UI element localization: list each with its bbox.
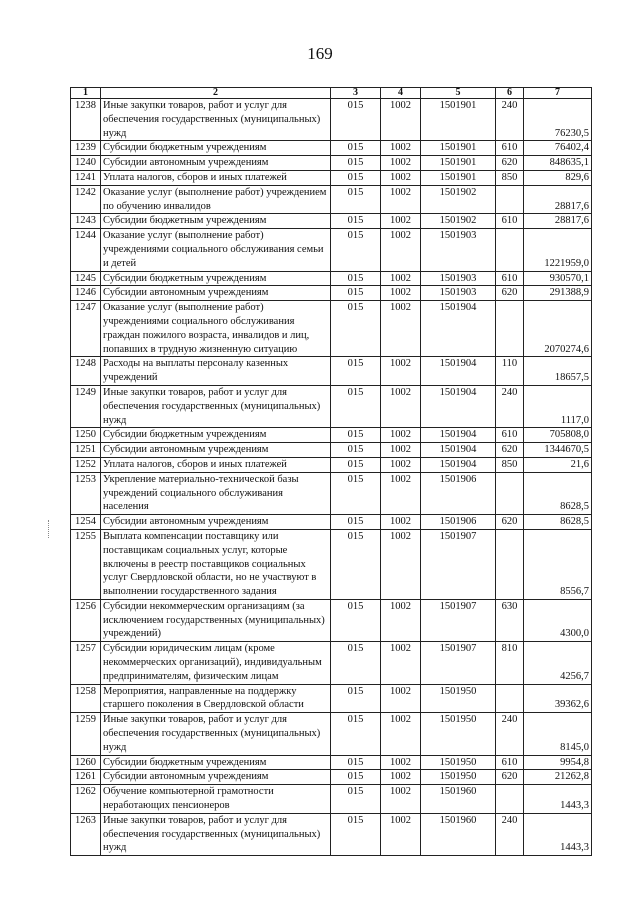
row-expense-type: 630	[496, 599, 524, 641]
row-number: 1262	[71, 785, 101, 814]
row-section-code: 1002	[381, 170, 421, 185]
row-expense-type: 850	[496, 457, 524, 472]
row-expense-type: 240	[496, 99, 524, 141]
row-number: 1255	[71, 529, 101, 599]
column-header: 6	[496, 88, 524, 99]
row-admin-code: 015	[331, 599, 381, 641]
row-expense-type: 610	[496, 755, 524, 770]
row-target-code: 1501904	[421, 443, 496, 458]
row-number: 1245	[71, 271, 101, 286]
budget-table	[70, 87, 592, 856]
row-target-code: 1501950	[421, 684, 496, 713]
row-section-code: 1002	[381, 185, 421, 214]
row-amount: 21262,8	[524, 770, 592, 785]
table-row	[71, 170, 592, 185]
row-target-code: 1501960	[421, 813, 496, 855]
row-target-code: 1501904	[421, 457, 496, 472]
row-name: Иные закупки товаров, работ и услуг для обеспечения государственных (муниципальных) нужд	[101, 813, 331, 855]
row-target-code: 1501950	[421, 770, 496, 785]
row-name: Оказание услуг (выполнение работ) учреждениями социального обслуживания семьи и детей	[101, 229, 331, 271]
row-name: Обучение компьютерной грамотности неработающих пенсионеров	[101, 785, 331, 814]
row-target-code: 1501906	[421, 515, 496, 530]
row-section-code: 1002	[381, 357, 421, 386]
row-amount: 8145,0	[524, 713, 592, 755]
row-expense-type: 620	[496, 156, 524, 171]
row-target-code: 1501904	[421, 301, 496, 357]
row-admin-code: 015	[331, 785, 381, 814]
row-name: Оказание услуг (выполнение работ) учреждением по обучению инвалидов	[101, 185, 331, 214]
row-number: 1258	[71, 684, 101, 713]
table-row	[71, 214, 592, 229]
table-row	[71, 99, 592, 141]
row-expense-type: 610	[496, 428, 524, 443]
row-name: Субсидии некоммерческим организациям (за исключением государственных (муниципальных) учреждений)	[101, 599, 331, 641]
column-header: 7	[524, 88, 592, 99]
row-admin-code: 015	[331, 385, 381, 427]
row-target-code: 1501903	[421, 271, 496, 286]
row-target-code: 1501907	[421, 642, 496, 684]
row-name: Иные закупки товаров, работ и услуг для обеспечения государственных (муниципальных) нужд	[101, 385, 331, 427]
row-amount: 829,6	[524, 170, 592, 185]
row-number: 1238	[71, 99, 101, 141]
table-row	[71, 271, 592, 286]
row-name: Субсидии автономным учреждениям	[101, 443, 331, 458]
table-row	[71, 515, 592, 530]
row-amount: 4300,0	[524, 599, 592, 641]
row-name: Иные закупки товаров, работ и услуг для обеспечения государственных (муниципальных) нужд	[101, 99, 331, 141]
row-amount: 28817,6	[524, 214, 592, 229]
column-header: 4	[381, 88, 421, 99]
table-row	[71, 229, 592, 271]
row-number: 1249	[71, 385, 101, 427]
row-name: Субсидии юридическим лицам (кроме некоммерческих организаций), индивидуальным предпринимателям, физическим лицам	[101, 642, 331, 684]
row-admin-code: 015	[331, 457, 381, 472]
row-number: 1254	[71, 515, 101, 530]
row-number: 1252	[71, 457, 101, 472]
row-admin-code: 015	[331, 99, 381, 141]
row-target-code: 1501904	[421, 357, 496, 386]
row-section-code: 1002	[381, 286, 421, 301]
table-row	[71, 684, 592, 713]
row-expense-type: 240	[496, 813, 524, 855]
row-expense-type	[496, 301, 524, 357]
row-admin-code: 015	[331, 813, 381, 855]
row-name: Субсидии бюджетным учреждениям	[101, 141, 331, 156]
row-target-code: 1501904	[421, 385, 496, 427]
row-amount: 705808,0	[524, 428, 592, 443]
row-name: Укрепление материально-технической базы учреждений социального обслуживания населения	[101, 472, 331, 514]
row-section-code: 1002	[381, 156, 421, 171]
row-amount: 4256,7	[524, 642, 592, 684]
row-expense-type: 240	[496, 385, 524, 427]
row-expense-type: 240	[496, 713, 524, 755]
row-target-code: 1501901	[421, 156, 496, 171]
row-number: 1257	[71, 642, 101, 684]
page-number: 169	[307, 44, 333, 63]
row-name: Субсидии автономным учреждениям	[101, 770, 331, 785]
row-section-code: 1002	[381, 755, 421, 770]
row-admin-code: 015	[331, 529, 381, 599]
row-admin-code: 015	[331, 684, 381, 713]
column-header: 3	[331, 88, 381, 99]
row-admin-code: 015	[331, 443, 381, 458]
row-admin-code: 015	[331, 286, 381, 301]
row-target-code: 1501902	[421, 214, 496, 229]
row-amount: 18657,5	[524, 357, 592, 386]
row-target-code: 1501950	[421, 713, 496, 755]
row-number: 1244	[71, 229, 101, 271]
row-section-code: 1002	[381, 515, 421, 530]
row-admin-code: 015	[331, 170, 381, 185]
column-header: 2	[101, 88, 331, 99]
column-header: 1	[71, 88, 101, 99]
row-name: Выплата компенсации поставщику или поставщикам социальных услуг, которые включены в реестр поставщиков социальных услуг Свердловской области, но не участвуют в выполнении государственного задания	[101, 529, 331, 599]
table-row	[71, 357, 592, 386]
row-name: Мероприятия, направленные на поддержку старшего поколения в Свердловской области	[101, 684, 331, 713]
row-number: 1256	[71, 599, 101, 641]
row-target-code: 1501950	[421, 755, 496, 770]
row-number: 1242	[71, 185, 101, 214]
row-amount: 9954,8	[524, 755, 592, 770]
row-expense-type: 610	[496, 271, 524, 286]
row-section-code: 1002	[381, 214, 421, 229]
row-number: 1261	[71, 770, 101, 785]
row-admin-code: 015	[331, 271, 381, 286]
row-expense-type: 610	[496, 141, 524, 156]
row-amount: 76402,4	[524, 141, 592, 156]
row-section-code: 1002	[381, 428, 421, 443]
row-amount: 2070274,6	[524, 301, 592, 357]
row-section-code: 1002	[381, 713, 421, 755]
table-row	[71, 286, 592, 301]
row-amount: 8628,5	[524, 472, 592, 514]
row-target-code: 1501907	[421, 599, 496, 641]
row-expense-type: 620	[496, 286, 524, 301]
row-expense-type: 620	[496, 515, 524, 530]
row-number: 1247	[71, 301, 101, 357]
table-row	[71, 385, 592, 427]
row-amount: 39362,6	[524, 684, 592, 713]
row-section-code: 1002	[381, 529, 421, 599]
row-section-code: 1002	[381, 770, 421, 785]
row-expense-type	[496, 529, 524, 599]
row-target-code: 1501901	[421, 170, 496, 185]
row-admin-code: 015	[331, 472, 381, 514]
row-amount: 76230,5	[524, 99, 592, 141]
row-amount: 1344670,5	[524, 443, 592, 458]
row-admin-code: 015	[331, 141, 381, 156]
row-expense-type	[496, 684, 524, 713]
row-name: Иные закупки товаров, работ и услуг для обеспечения государственных (муниципальных) нужд	[101, 713, 331, 755]
row-target-code: 1501901	[421, 141, 496, 156]
row-section-code: 1002	[381, 684, 421, 713]
row-target-code: 1501906	[421, 472, 496, 514]
table-row	[71, 457, 592, 472]
row-target-code: 1501960	[421, 785, 496, 814]
row-name: Субсидии автономным учреждениям	[101, 286, 331, 301]
row-name: Оказание услуг (выполнение работ) учреждениями социального обслуживания граждан пожилого возраста, инвалидов и лиц, попавших в трудную жизненную ситуацию	[101, 301, 331, 357]
row-expense-type	[496, 472, 524, 514]
row-name: Субсидии бюджетным учреждениям	[101, 428, 331, 443]
row-amount: 8556,7	[524, 529, 592, 599]
row-target-code: 1501903	[421, 229, 496, 271]
row-amount: 1443,3	[524, 785, 592, 814]
table-row	[71, 301, 592, 357]
table-row	[71, 156, 592, 171]
row-target-code: 1501907	[421, 529, 496, 599]
row-amount: 1221959,0	[524, 229, 592, 271]
row-admin-code: 015	[331, 156, 381, 171]
row-number: 1260	[71, 755, 101, 770]
table-row	[71, 813, 592, 855]
row-section-code: 1002	[381, 813, 421, 855]
row-amount: 1117,0	[524, 385, 592, 427]
table-row	[71, 428, 592, 443]
table-row	[71, 141, 592, 156]
row-number: 1240	[71, 156, 101, 171]
column-header: 5	[421, 88, 496, 99]
table-row	[71, 785, 592, 814]
row-number: 1250	[71, 428, 101, 443]
row-amount: 291388,9	[524, 286, 592, 301]
row-section-code: 1002	[381, 443, 421, 458]
row-section-code: 1002	[381, 271, 421, 286]
row-amount: 848635,1	[524, 156, 592, 171]
row-number: 1251	[71, 443, 101, 458]
table-row	[71, 713, 592, 755]
row-amount: 8628,5	[524, 515, 592, 530]
row-name: Субсидии автономным учреждениям	[101, 156, 331, 171]
row-target-code: 1501904	[421, 428, 496, 443]
row-admin-code: 015	[331, 185, 381, 214]
row-section-code: 1002	[381, 472, 421, 514]
row-section-code: 1002	[381, 301, 421, 357]
row-number: 1241	[71, 170, 101, 185]
row-section-code: 1002	[381, 599, 421, 641]
row-amount: 28817,6	[524, 185, 592, 214]
row-expense-type: 810	[496, 642, 524, 684]
row-admin-code: 015	[331, 515, 381, 530]
row-admin-code: 015	[331, 301, 381, 357]
row-section-code: 1002	[381, 229, 421, 271]
row-section-code: 1002	[381, 785, 421, 814]
row-section-code: 1002	[381, 457, 421, 472]
row-section-code: 1002	[381, 642, 421, 684]
row-number: 1243	[71, 214, 101, 229]
row-admin-code: 015	[331, 428, 381, 443]
table-row	[71, 472, 592, 514]
table-body	[71, 99, 592, 856]
row-expense-type	[496, 229, 524, 271]
row-name: Уплата налогов, сборов и иных платежей	[101, 457, 331, 472]
row-section-code: 1002	[381, 141, 421, 156]
row-section-code: 1002	[381, 385, 421, 427]
row-section-code: 1002	[381, 99, 421, 141]
table-header-row	[71, 88, 592, 99]
row-expense-type: 610	[496, 214, 524, 229]
row-amount: 1443,3	[524, 813, 592, 855]
table-row	[71, 770, 592, 785]
row-amount: 930570,1	[524, 271, 592, 286]
row-expense-type	[496, 785, 524, 814]
row-admin-code: 015	[331, 642, 381, 684]
row-admin-code: 015	[331, 357, 381, 386]
row-number: 1246	[71, 286, 101, 301]
table-row	[71, 755, 592, 770]
table-row	[71, 185, 592, 214]
row-expense-type	[496, 185, 524, 214]
row-target-code: 1501901	[421, 99, 496, 141]
row-number: 1248	[71, 357, 101, 386]
row-expense-type: 110	[496, 357, 524, 386]
row-number: 1263	[71, 813, 101, 855]
table-row	[71, 599, 592, 641]
row-number: 1253	[71, 472, 101, 514]
row-expense-type: 620	[496, 443, 524, 458]
row-amount: 21,6	[524, 457, 592, 472]
row-name: Субсидии бюджетным учреждениям	[101, 214, 331, 229]
row-expense-type: 850	[496, 170, 524, 185]
table-row	[71, 529, 592, 599]
row-target-code: 1501903	[421, 286, 496, 301]
row-name: Уплата налогов, сборов и иных платежей	[101, 170, 331, 185]
table-row	[71, 443, 592, 458]
row-number: 1239	[71, 141, 101, 156]
row-admin-code: 015	[331, 770, 381, 785]
row-expense-type: 620	[496, 770, 524, 785]
row-admin-code: 015	[331, 713, 381, 755]
row-admin-code: 015	[331, 214, 381, 229]
row-target-code: 1501902	[421, 185, 496, 214]
row-name: Субсидии бюджетным учреждениям	[101, 271, 331, 286]
row-admin-code: 015	[331, 229, 381, 271]
row-admin-code: 015	[331, 755, 381, 770]
table-row	[71, 642, 592, 684]
row-name: Субсидии автономным учреждениям	[101, 515, 331, 530]
row-name: Расходы на выплаты персоналу казенных учреждений	[101, 357, 331, 386]
scan-edge-mark	[48, 520, 50, 538]
row-name: Субсидии бюджетным учреждениям	[101, 755, 331, 770]
row-number: 1259	[71, 713, 101, 755]
